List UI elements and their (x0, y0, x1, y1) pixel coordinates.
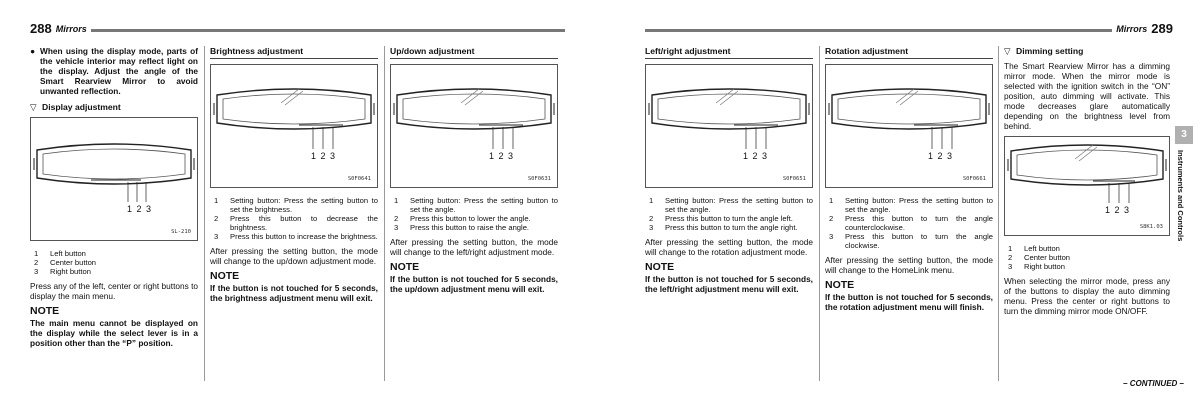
mirror-figure (825, 64, 993, 188)
list-item: 3 Press this button to raise the angle. (394, 223, 530, 232)
section-title: Mirrors (55, 24, 87, 34)
legend-list (645, 196, 813, 232)
list-item: 2 Center button (1008, 253, 1071, 262)
legend-list (825, 196, 993, 250)
triangle-icon: ▽ (30, 102, 37, 112)
bullet-text: When using the display mode, parts of the vehicle interior may reflect light on the display. Adjust the angle of the Smart Rearview Mirror to avoid unwanted reflection. (40, 46, 198, 96)
page-number: 289 (1151, 21, 1173, 36)
list-item: 1 Setting button: Press the setting button to set the angle. (394, 196, 558, 214)
body-paragraph: Press any of the left, center or right buttons to display the main menu. (30, 281, 198, 301)
callout-numbers: 1 2 3 (1105, 205, 1131, 215)
list-item: 2 Press this button to decrease the brightness. (214, 214, 378, 232)
callout-numbers: 1 2 3 (311, 151, 337, 161)
column-heading: Brightness adjustment (210, 46, 378, 59)
callout-numbers: 1 2 3 (489, 151, 515, 161)
subheading (1004, 46, 1170, 56)
header-rule (645, 29, 1112, 32)
body-paragraph: After pressing the setting button, the mode will change to the HomeLink menu. (825, 255, 993, 275)
figure-code: S0F0651 (782, 176, 806, 182)
figure-code: S0F0641 (347, 176, 371, 182)
list-item: 3 Right button (1008, 262, 1065, 271)
list-item: 2 Press this button to turn the angle left. (649, 214, 793, 223)
body-paragraph: After pressing the setting button, the mode will change to the up/down adjustment mode. (210, 246, 378, 266)
right-col-1 (645, 46, 813, 294)
column-heading: Up/down adjustment (390, 46, 558, 59)
subheading-text: Display adjustment (42, 102, 121, 112)
note-title: NOTE (645, 261, 675, 273)
bullet-dot: ● (30, 46, 36, 56)
legend-list (1004, 244, 1170, 271)
list-item: 3 Press this button to turn the angle right. (649, 223, 798, 232)
note-body: If the button is not touched for 5 seconds, the left/right adjustment menu will exit. (645, 274, 813, 294)
list-item: 3 Press this button to increase the brightness. (214, 232, 378, 241)
chapter-tab: 3 (1175, 126, 1193, 144)
right-page-header (645, 18, 1173, 36)
mirror-figure (645, 64, 813, 188)
list-item: 3 Right button (34, 267, 91, 276)
callout-numbers: 1 2 3 (127, 204, 153, 214)
page-number: 288 (30, 21, 52, 36)
figure-code: SL-210 (171, 229, 191, 235)
body-paragraph: The Smart Rearview Mirror has a dimming mirror mode. When the mirror mode is selected with the ignition switch in the “ON” position, auto dimming will activate. This mode decreases glare automatically depending on the brightness level from behind. (1004, 61, 1170, 131)
mirror-illustration (646, 65, 812, 187)
mirror-illustration (826, 65, 992, 187)
column-divider (819, 46, 820, 381)
column-heading: Rotation adjustment (825, 46, 993, 59)
figure-code: S0F0661 (962, 176, 986, 182)
callout-numbers: 1 2 3 (743, 151, 769, 161)
note-body: The main menu cannot be displayed on the display while the select lever is in a position other than the “P” position. (30, 318, 198, 348)
chapter-tab-label: Instruments and Controls (1176, 150, 1185, 242)
list-item: 1 Setting button: Press the setting button to set the angle. (829, 196, 993, 214)
right-col-3 (1004, 46, 1170, 321)
body-paragraph: When selecting the mirror mode, press any of the buttons to display the auto dimming menu. Press the center or right buttons to turn the dimming mirror mode ON/OFF. (1004, 276, 1170, 316)
mirror-illustration (1005, 137, 1169, 235)
list-item: 1 Left button (1008, 244, 1060, 253)
note-title: NOTE (825, 279, 855, 291)
body-paragraph: After pressing the setting button, the mode will change to the rotation adjustment mode. (645, 237, 813, 257)
note-title: NOTE (390, 261, 420, 273)
list-item: 1 Setting button: Press the setting button to set the angle. (649, 196, 813, 214)
subheading-text: Dimming setting (1016, 46, 1084, 56)
continued-label: – CONTINUED – (1123, 379, 1184, 388)
list-item: 2 Center button (34, 258, 97, 267)
list-item: 2 Press this button to lower the angle. (394, 214, 531, 223)
note-body: If the button is not touched for 5 seconds, the rotation adjustment menu will finish. (825, 292, 993, 312)
list-item: 1 Left button (34, 249, 86, 258)
list-item: 1 Setting button: Press the setting button to set the brightness. (214, 196, 378, 214)
section-title: Mirrors (1116, 24, 1148, 34)
note-body: If the button is not touched for 5 seconds, the up/down adjustment menu will exit. (390, 274, 558, 294)
figure-code: S8K1.03 (1139, 224, 1163, 230)
column-divider (998, 46, 999, 381)
list-item: 2 Press this button to turn the angle counterclockwise. (829, 214, 993, 232)
figure-code: S0F0631 (527, 176, 551, 182)
note-title: NOTE (30, 305, 60, 317)
list-item: 3 Press this button to turn the angle clockwise. (829, 232, 993, 250)
triangle-icon: ▽ (1004, 46, 1011, 56)
mirror-figure (1004, 136, 1170, 236)
callout-numbers: 1 2 3 (928, 151, 954, 161)
body-paragraph: After pressing the setting button, the mode will change to the left/right adjustment mode. (390, 237, 558, 257)
column-heading: Left/right adjustment (645, 46, 813, 59)
right-col-2 (825, 46, 993, 312)
note-body: If the button is not touched for 5 seconds, the brightness adjustment menu will exit. (210, 283, 378, 303)
note-title: NOTE (210, 270, 240, 282)
